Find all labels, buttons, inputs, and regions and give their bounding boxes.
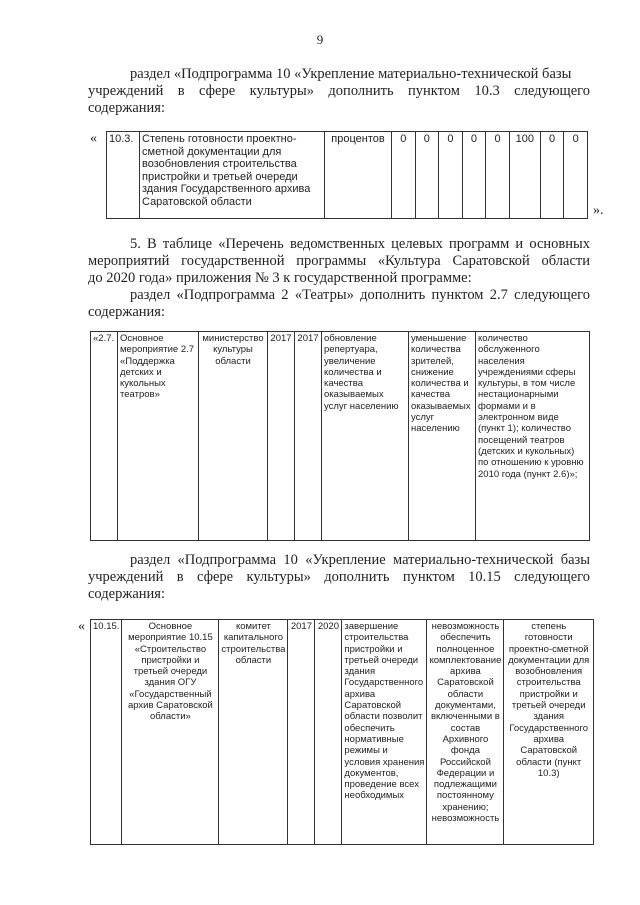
cell-value: 0 <box>415 132 439 219</box>
text-line: содержания: <box>88 586 166 602</box>
page-number: 9 <box>316 32 324 47</box>
close-quote: ». <box>593 203 604 218</box>
cell-value: 100 <box>509 132 540 219</box>
cell-start-year: 2017 <box>288 620 315 845</box>
cell-event-name: Основное мероприятие 10.15 «Строительство пристройки и третьей очереди здания ОГУ «Государственный архив Саратовской области» <box>122 620 219 845</box>
cell-risk: невозможность обеспечить полноценное комплектование архива Саратовской области документами, включенными в состав Архивного фонда Российской Федерации и подлежащими постоянному хранению; невозможность <box>427 620 504 845</box>
text-line: содержания: <box>88 304 166 320</box>
cell-unit: процентов <box>325 132 392 219</box>
text-line: содержания: <box>88 100 166 116</box>
text-line: учреждений в сфере культуры» дополнить пунктом 10.3 следующего <box>88 83 590 99</box>
paragraph-section-10-intro <box>88 66 590 117</box>
paragraph-section-10-addition <box>88 552 590 603</box>
cell-risk: уменьшение количества зрителей, снижение количества и качества оказываемых услуг населению <box>409 332 476 541</box>
cell-indicator: степень готовности проектно-сметной документации для возобновления строительства пристройки и третьей очереди здания Государственного архива Саратовской области (пункт 10.3) <box>504 620 594 845</box>
cell-indicator-name: Степень готовности проектно-сметной документации для возобновления строительства пристройки и третьей очереди здания Государственного архива Саратовской области <box>140 132 325 219</box>
cell-number: 10.3. <box>107 132 140 219</box>
cell-value: 0 <box>540 132 564 219</box>
cell-expected-result: завершение строительства пристройки и третьей очереди здания Государственного архива Саратовской области позволит обеспечить нормативные режимы и условия хранения документов, проведение всех необходимых <box>342 620 427 845</box>
cell-value: 0 <box>439 132 463 219</box>
cell-event-name: Основное мероприятие 2.7 «Поддержка детских и кукольных театров» <box>118 332 199 541</box>
cell-value: 0 <box>564 132 588 219</box>
cell-executor: комитет капитального строительства области <box>219 620 288 845</box>
cell-indicator: количество обслуженного населения учреждениями сферы культуры, в том числе нестационарными формами и в электронном виде (пункт 1); количество посещений театров (детских и кукольных) по отношению к уровню 2010 года (пункт 2.6)»; <box>476 332 590 541</box>
paragraph-item-5 <box>88 236 590 321</box>
text-line: мероприятий государственной программы «Культура Саратовской области <box>88 253 590 269</box>
cell-start-year: 2017 <box>268 332 295 541</box>
open-quote: « <box>78 619 85 634</box>
text-line: 5. В таблице «Перечень ведомственных целевых программ и основных <box>130 236 590 252</box>
cell-value: 0 <box>462 132 486 219</box>
cell-number: 10.15. <box>91 620 122 845</box>
cell-value: 0 <box>486 132 510 219</box>
table-item-2-7 <box>90 331 590 541</box>
cell-executor: министерство культуры области <box>199 332 268 541</box>
open-quote: « <box>90 131 97 146</box>
cell-expected-result: обновление репертуара, увеличение количества и качества оказываемых услуг населению <box>322 332 409 541</box>
text-line: учреждений в сфере культуры» дополнить пунктом 10.15 следующего <box>88 569 590 585</box>
text-line: раздел «Подпрограмма 2 «Театры» дополнить пунктом 2.7 следующего <box>130 287 590 303</box>
cell-value: 0 <box>392 132 416 219</box>
cell-number: «2.7. <box>91 332 118 541</box>
table-item-10-15 <box>90 619 594 845</box>
table-item-10-3 <box>106 131 588 219</box>
text-line: раздел «Подпрограмма 10 «Укрепление материально-технической базы <box>130 552 590 568</box>
text-line: раздел «Подпрограмма 10 «Укрепление материально-технической базы <box>130 66 572 82</box>
cell-end-year: 2020 <box>315 620 342 845</box>
text-line: до 2020 года» приложения № 3 к государственной программе: <box>88 270 472 286</box>
cell-end-year: 2017 <box>295 332 322 541</box>
